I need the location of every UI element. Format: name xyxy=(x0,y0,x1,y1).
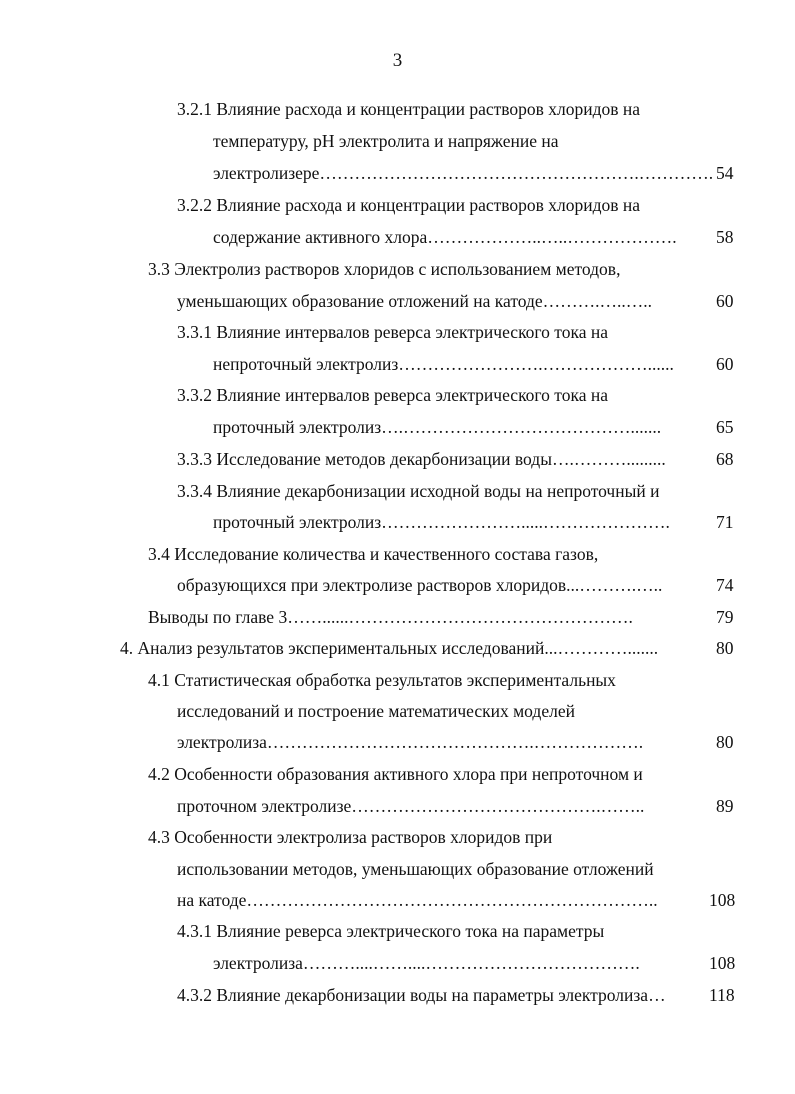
toc-page-number: 60 xyxy=(716,354,734,374)
toc-line: 4.3 Особенности электролиза растворов хлоридов при xyxy=(148,827,553,847)
toc-page-number: 80 xyxy=(716,638,734,658)
toc-line: проточный электролиз….…………………………………....... xyxy=(213,417,662,437)
toc-line: 3.3.2 Влияние интервалов реверса электрического тока на xyxy=(177,385,608,405)
toc-page-number: 60 xyxy=(716,291,734,311)
toc-line: 3.2.2 Влияние расхода и концентрации растворов хлоридов на xyxy=(177,195,641,215)
toc-line: проточный электролиз…………………….....…………………. xyxy=(213,512,670,532)
toc-line: 4.1 Статистическая обработка результатов экспериментальных xyxy=(148,670,616,690)
toc-line: 3.4 Исследование количества и качественного состава газов, xyxy=(148,544,599,564)
toc-line: Выводы по главе 3……......…………………………………………. xyxy=(148,607,633,627)
toc-line: непроточный электролиз…………………….………………...... xyxy=(213,354,674,374)
toc-page-number: 65 xyxy=(716,417,734,437)
toc-page-number: 108 xyxy=(709,953,736,973)
toc-line: 4. Анализ результатов экспериментальных исследований...…………....... xyxy=(120,638,659,658)
toc-line: проточном электролизе…………………………………….…….. xyxy=(177,796,645,816)
toc-line: 3.3.4 Влияние декарбонизации исходной воды на непроточный и xyxy=(177,481,660,501)
toc-line: 4.2 Особенности образования активного хлора при непроточном и xyxy=(148,764,643,784)
toc-page-number: 58 xyxy=(716,227,734,247)
toc-page-number: 118 xyxy=(709,985,735,1005)
toc-page-number: 89 xyxy=(716,796,734,816)
toc-page-number: 108 xyxy=(709,890,736,910)
toc-page-number: 68 xyxy=(716,449,734,469)
toc-line: 3.3.1 Влияние интервалов реверса электрического тока на xyxy=(177,322,608,342)
toc-page-number: 54 xyxy=(716,163,734,183)
toc-line: образующихся при электролизе растворов хлоридов...……….….. xyxy=(177,575,663,595)
toc-line: электролиза……………………………………….………………. xyxy=(177,732,644,752)
page-number: 3 xyxy=(392,50,403,71)
toc-line: 4.3.2 Влияние декарбонизации воды на параметры электролиза… xyxy=(177,985,666,1005)
toc-page-number: 71 xyxy=(716,512,734,532)
toc-line: 3.2.1 Влияние расхода и концентрации растворов хлоридов на xyxy=(177,99,641,119)
toc-page-number: 80 xyxy=(716,732,734,752)
toc-line: температуру, рН электролита и напряжение на xyxy=(213,131,559,151)
toc-line: использовании методов, уменьшающих образование отложений xyxy=(177,859,654,879)
toc-line: электролизере……………………………………………….…………. xyxy=(213,163,714,183)
toc-line: содержание активного хлора………………..…..………………. xyxy=(213,227,677,247)
toc-line: исследований и построение математических моделей xyxy=(177,701,575,721)
toc-line: 3.3.3 Исследование методов декарбонизации воды….………......... xyxy=(177,449,666,469)
toc-line: 3.3 Электролиз растворов хлоридов с использованием методов, xyxy=(148,259,621,279)
toc-line: 4.3.1 Влияние реверса электрического тока на параметры xyxy=(177,921,605,941)
toc-page-number: 74 xyxy=(716,575,734,595)
toc-line: электролиза………....……....………………………………. xyxy=(213,953,640,973)
toc-line: уменьшающих образование отложений на катоде……….…..….. xyxy=(177,291,653,311)
toc-page-number: 79 xyxy=(716,607,734,627)
toc-line: на катоде…………………………………………………………….. xyxy=(177,890,658,910)
